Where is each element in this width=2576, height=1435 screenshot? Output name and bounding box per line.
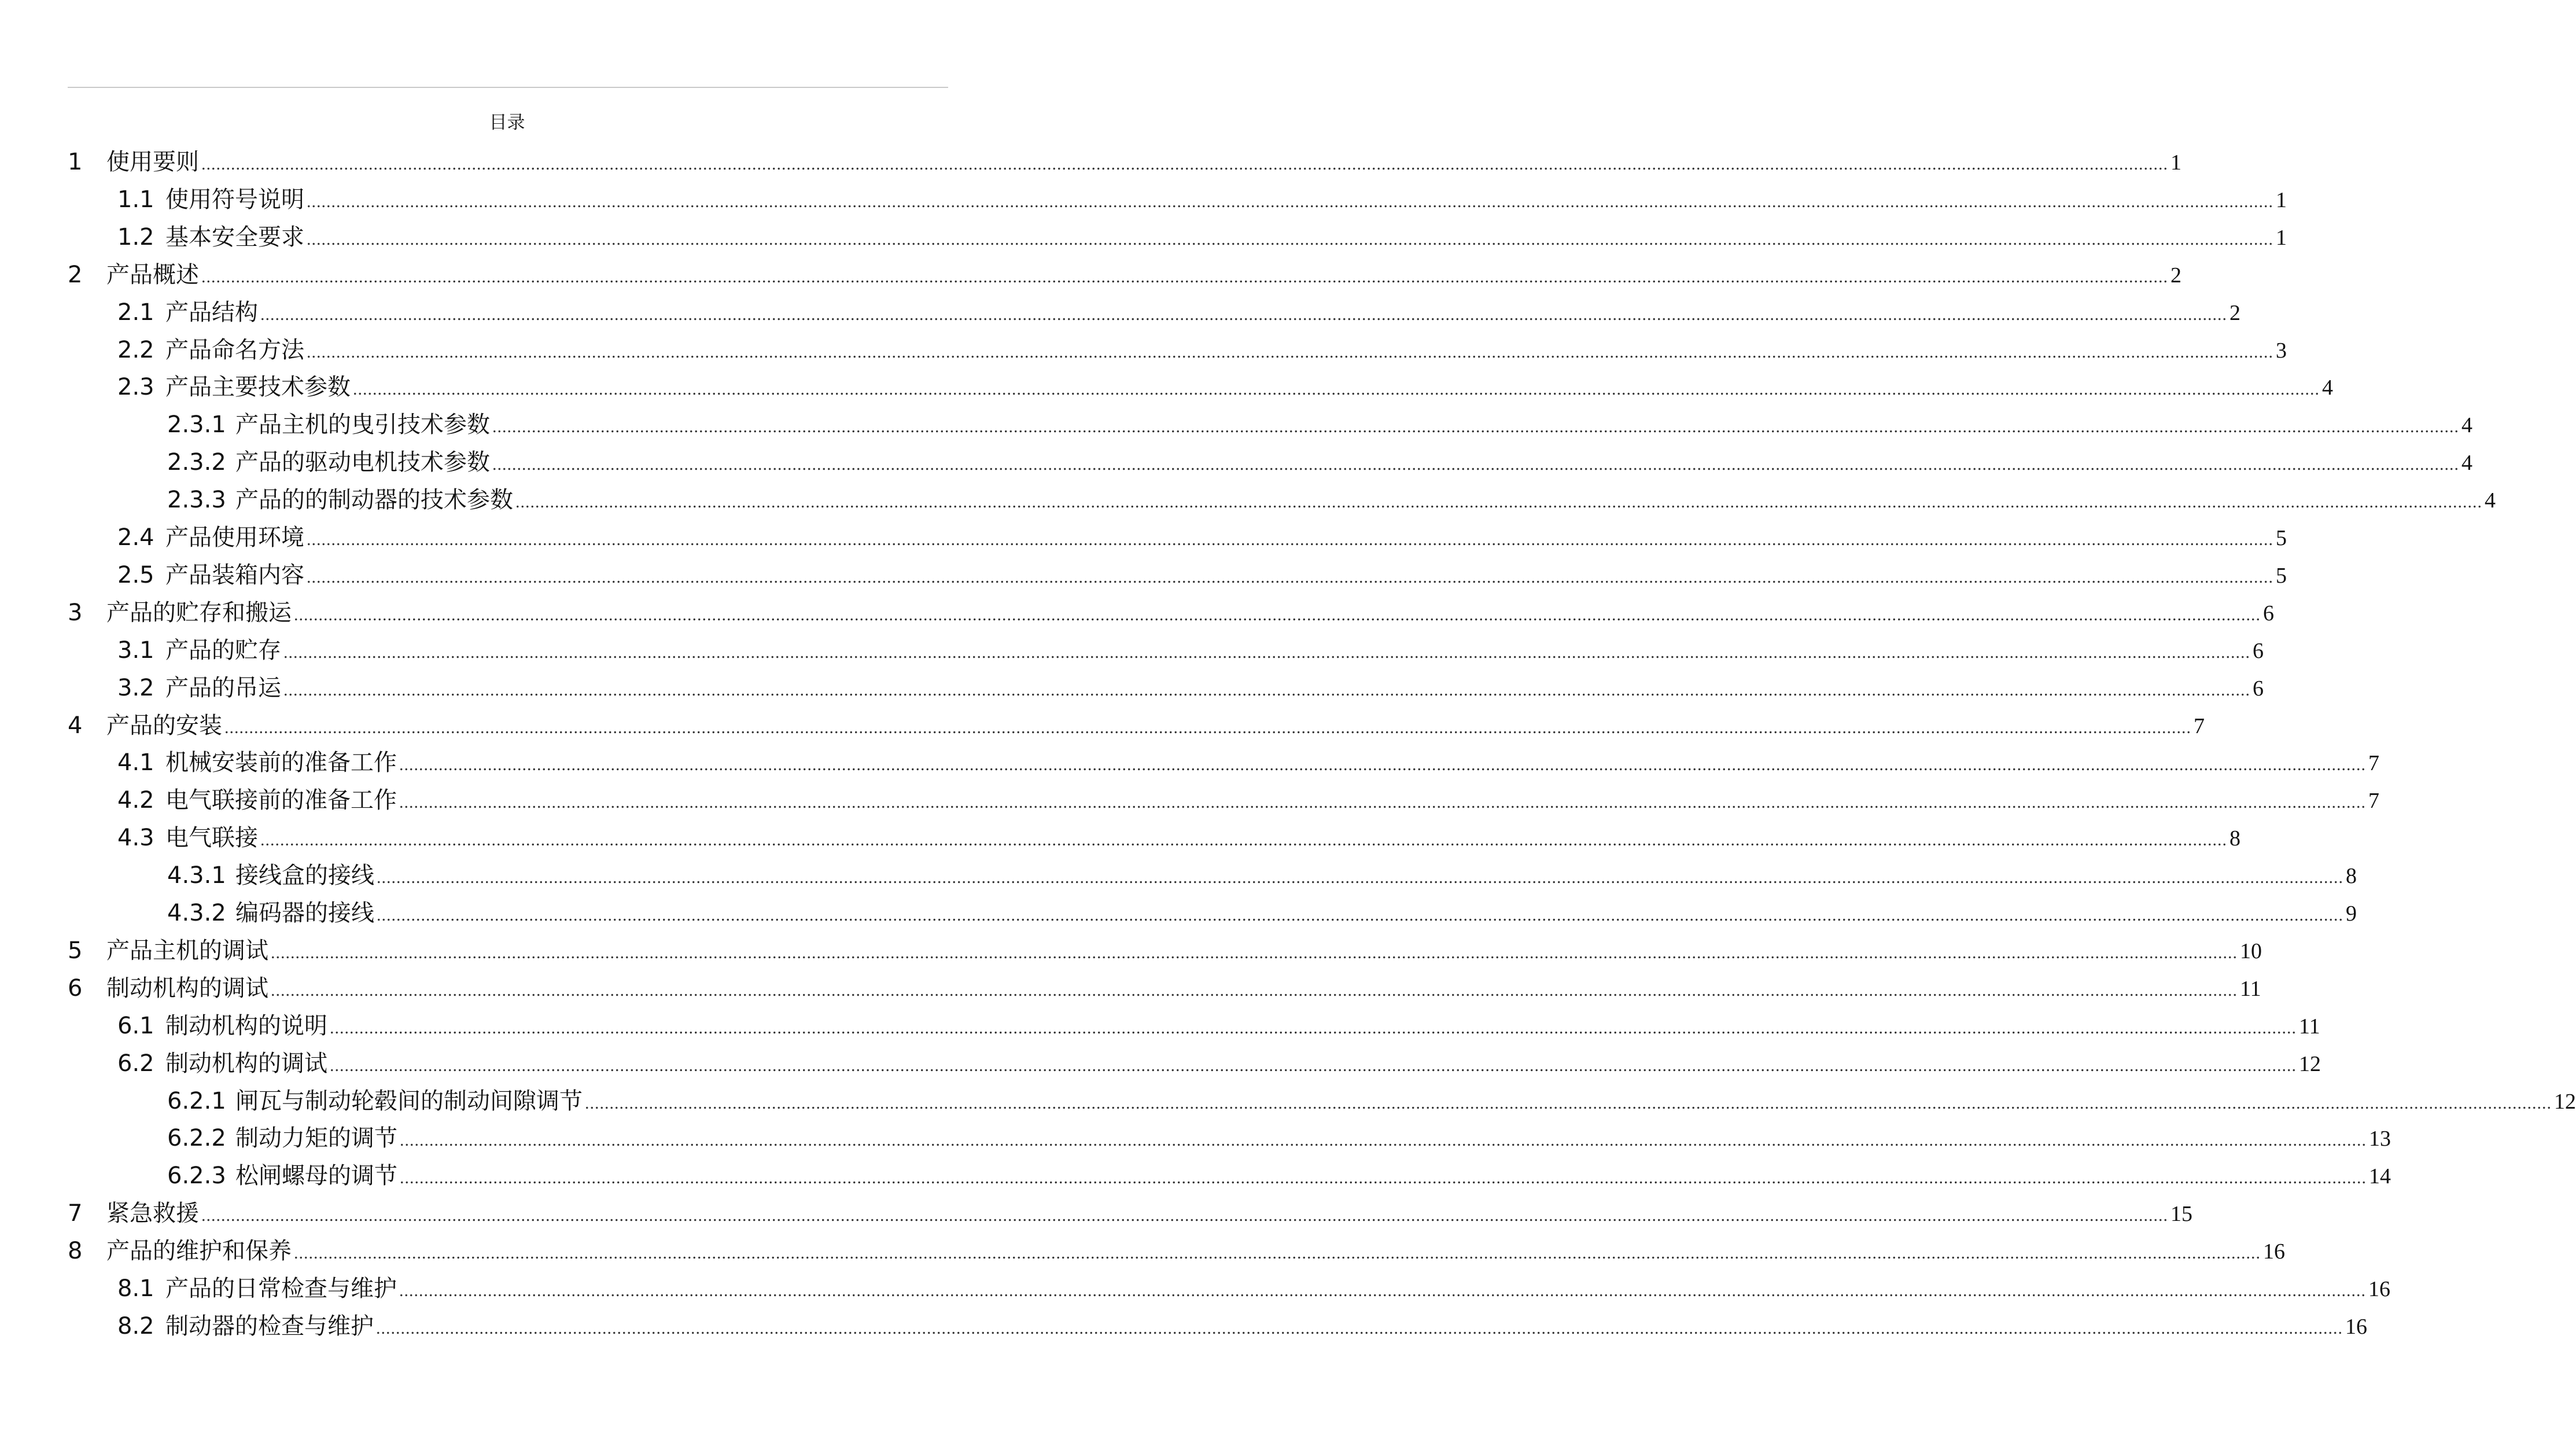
toc-entry-number: 3.2 [117, 675, 154, 701]
toc-entry-number: 1.1 [117, 186, 154, 213]
toc-entry-number: 5 [68, 937, 83, 964]
toc-entry-number: 2.3.3 [167, 487, 226, 513]
dot-leader: ................................................................................................................................................................................................................................................................................................................................................................................................................ [283, 643, 2250, 662]
toc-entry-title: 产品装箱内容 [165, 562, 304, 588]
dot-leader: ................................................................................................................................................................................................................................................................................................................................................................................................................ [271, 981, 2238, 1000]
toc-entry-page: 4 [2322, 376, 2333, 400]
toc-entry-page: 4 [2461, 413, 2472, 437]
toc-entry-number: 1.2 [117, 224, 154, 251]
toc-entry[interactable] [117, 632, 2264, 669]
toc-entry-page: 4 [2461, 451, 2472, 475]
header-rule [68, 87, 948, 88]
toc-entry-title: 使用要则 [106, 149, 199, 175]
toc-entry-title: 机械安装前的准备工作 [165, 749, 397, 776]
dot-leader: ................................................................................................................................................................................................................................................................................................................................................................................................................ [353, 380, 2320, 399]
toc-entry-title: 产品的的制动器的技术参数 [235, 487, 513, 513]
dot-leader: ................................................................................................................................................................................................................................................................................................................................................................................................................ [400, 1168, 2367, 1187]
toc-entry-title: 产品概述 [106, 262, 199, 288]
toc-entry[interactable] [117, 219, 2287, 256]
dot-leader: ................................................................................................................................................................................................................................................................................................................................................................................................................ [399, 793, 2366, 812]
toc-entry-number: 3.1 [117, 637, 154, 664]
toc-entry-page: 8 [2229, 826, 2240, 851]
dot-leader: ................................................................................................................................................................................................................................................................................................................................................................................................................ [307, 192, 2273, 211]
toc-entry-title: 产品的日常检查与维护 [165, 1275, 397, 1302]
toc-entry-page: 1 [2276, 188, 2287, 212]
toc-entry-number: 6 [68, 975, 83, 1002]
toc-entry[interactable] [167, 1157, 2391, 1194]
toc-entry-page: 6 [2263, 601, 2274, 625]
toc-entry-title: 闸瓦与制动轮毂间的制动间隙调节 [235, 1088, 583, 1114]
toc-entry[interactable] [117, 181, 2287, 218]
dot-leader: ................................................................................................................................................................................................................................................................................................................................................................................................................ [330, 1018, 2297, 1037]
toc-entry-title: 产品的吊运 [165, 675, 281, 701]
dot-leader: ................................................................................................................................................................................................................................................................................................................................................................................................................ [399, 1281, 2366, 1300]
toc-entry[interactable] [117, 1007, 2320, 1044]
toc-entry-number: 2 [68, 262, 83, 288]
toc-entry[interactable] [117, 369, 2333, 406]
dot-leader: ................................................................................................................................................................................................................................................................................................................................................................................................................ [307, 568, 2273, 587]
toc-entry-title: 制动器的检查与维护 [165, 1313, 374, 1340]
dot-leader: ................................................................................................................................................................................................................................................................................................................................................................................................................ [330, 1056, 2297, 1075]
toc-entry-title: 产品的维护和保养 [106, 1238, 292, 1264]
dot-leader: ................................................................................................................................................................................................................................................................................................................................................................................................................ [492, 417, 2459, 436]
toc-entry-number: 6.2.2 [167, 1125, 226, 1151]
dot-leader: ................................................................................................................................................................................................................................................................................................................................................................................................................ [515, 492, 2482, 512]
toc-entry-page: 5 [2276, 564, 2287, 588]
dot-leader: ................................................................................................................................................................................................................................................................................................................................................................................................................ [307, 343, 2273, 362]
toc-entry-number: 8.1 [117, 1275, 154, 1302]
toc-entry-page: 14 [2369, 1164, 2391, 1189]
dot-leader: ................................................................................................................................................................................................................................................................................................................................................................................................................ [201, 1206, 2168, 1225]
toc-entry[interactable] [167, 1083, 2576, 1120]
toc-entry[interactable] [68, 256, 2181, 293]
toc-entry-title: 松闸螺母的调节 [235, 1162, 397, 1189]
dot-leader: ................................................................................................................................................................................................................................................................................................................................................................................................................ [201, 267, 2168, 286]
toc-entry-page: 1 [2276, 226, 2287, 250]
dot-leader: ................................................................................................................................................................................................................................................................................................................................................................................................................ [201, 154, 2168, 174]
toc-entry-page: 10 [2240, 939, 2262, 963]
toc-entry[interactable] [117, 1270, 2390, 1307]
toc-entry-page: 2 [2170, 263, 2181, 288]
toc-entry-number: 6.2 [117, 1050, 154, 1077]
toc-entry[interactable] [117, 669, 2264, 707]
dot-leader: ................................................................................................................................................................................................................................................................................................................................................................................................................ [399, 755, 2366, 774]
toc-entry-page: 4 [2485, 488, 2496, 513]
toc-entry-page: 5 [2276, 526, 2287, 550]
toc-entry-number: 4.3.1 [167, 862, 226, 889]
toc-entry[interactable] [167, 895, 2357, 932]
dot-leader: ................................................................................................................................................................................................................................................................................................................................................................................................................ [377, 868, 2343, 887]
toc-entry[interactable] [117, 519, 2287, 556]
toc-entry-title: 电气联接前的准备工作 [165, 787, 397, 814]
toc-entry-title: 编码器的接线 [235, 900, 374, 926]
toc-entry-number: 2.4 [117, 524, 154, 551]
toc-entry-page: 16 [2368, 1277, 2390, 1301]
toc-entry-number: 6.2.3 [167, 1162, 226, 1189]
toc-entry-number: 6.1 [117, 1013, 154, 1039]
toc-entry-title: 制动机构的调试 [165, 1050, 327, 1077]
toc-entry[interactable] [68, 932, 2262, 969]
toc-title: 目录 [489, 112, 525, 133]
dot-leader: ................................................................................................................................................................................................................................................................................................................................................................................................................ [307, 530, 2273, 549]
toc-entry[interactable] [167, 857, 2357, 894]
toc-entry-title: 产品主机的调试 [106, 937, 268, 964]
toc-entry[interactable] [117, 744, 2379, 781]
toc-entry-number: 2.1 [117, 299, 154, 326]
dot-leader: ................................................................................................................................................................................................................................................................................................................................................................................................................ [376, 1319, 2343, 1338]
dot-leader: ................................................................................................................................................................................................................................................................................................................................................................................................................ [492, 455, 2459, 474]
toc-entry-page: 6 [2253, 639, 2264, 663]
toc-entry[interactable] [117, 294, 2240, 331]
toc-entry-number: 4 [68, 712, 83, 739]
toc-entry-number: 1 [68, 149, 83, 175]
toc-entry-title: 基本安全要求 [165, 224, 304, 251]
toc-entry-number: 2.3.2 [167, 449, 226, 476]
toc-entry-page: 12 [2554, 1090, 2576, 1114]
toc-entry[interactable] [68, 1195, 2192, 1232]
toc-entry-title: 接线盒的接线 [235, 862, 374, 889]
toc-entry[interactable] [117, 1308, 2367, 1345]
toc-entry-title: 使用符号说明 [165, 186, 304, 213]
toc-entry-page: 1 [2170, 150, 2181, 175]
toc-entry-title: 制动机构的说明 [165, 1013, 327, 1039]
dot-leader: ................................................................................................................................................................................................................................................................................................................................................................................................................ [307, 230, 2273, 249]
toc-entry-page: 7 [2194, 714, 2205, 738]
toc-entry-title: 产品结构 [165, 299, 258, 326]
toc-entry[interactable] [68, 594, 2274, 631]
toc-entry[interactable] [117, 557, 2287, 594]
dot-leader: ................................................................................................................................................................................................................................................................................................................................................................................................................ [260, 305, 2227, 324]
toc-entry-number: 8.2 [117, 1313, 154, 1340]
dot-leader: ................................................................................................................................................................................................................................................................................................................................................................................................................ [271, 943, 2238, 962]
dot-leader: ................................................................................................................................................................................................................................................................................................................................................................................................................ [294, 605, 2261, 624]
toc-entry-title: 产品主机的曳引技术参数 [235, 411, 490, 438]
toc-entry-title: 产品命名方法 [165, 337, 304, 363]
toc-entry[interactable] [68, 1232, 2285, 1270]
toc-entry[interactable] [117, 332, 2287, 369]
dot-leader: ................................................................................................................................................................................................................................................................................................................................................................................................................ [260, 830, 2227, 849]
toc-entry-page: 3 [2276, 338, 2287, 363]
toc-entry-page: 16 [2263, 1239, 2285, 1264]
toc-entry-page: 16 [2345, 1315, 2367, 1339]
toc-entry-page: 11 [2240, 977, 2261, 1001]
toc-entry[interactable] [167, 406, 2472, 443]
toc-entry-page: 13 [2369, 1127, 2391, 1151]
toc-entry-number: 2.3 [117, 374, 154, 400]
toc-entry-page: 6 [2253, 676, 2264, 701]
dot-leader: ................................................................................................................................................................................................................................................................................................................................................................................................................ [400, 1131, 2367, 1150]
toc-entry-number: 7 [68, 1200, 83, 1227]
toc-entry-page: 15 [2170, 1202, 2192, 1226]
dot-leader: ................................................................................................................................................................................................................................................................................................................................................................................................................ [294, 1243, 2261, 1263]
toc-entry-number: 4.1 [117, 749, 154, 776]
toc-entry-number: 4.3.2 [167, 900, 226, 926]
toc-entry-title: 紧急救援 [106, 1200, 199, 1227]
toc-entry-title: 产品的驱动电机技术参数 [235, 449, 490, 476]
toc-entry-number: 2.2 [117, 337, 154, 363]
toc-entry[interactable] [167, 1120, 2391, 1157]
toc-entry[interactable] [68, 144, 2181, 181]
toc-entry-title: 制动机构的调试 [106, 975, 268, 1002]
toc-entry-number: 8 [68, 1238, 83, 1264]
toc-entry-number: 6.2.1 [167, 1088, 226, 1114]
toc-entry-title: 制动力矩的调节 [235, 1125, 397, 1151]
dot-leader: ................................................................................................................................................................................................................................................................................................................................................................................................................ [283, 680, 2250, 700]
dot-leader: ................................................................................................................................................................................................................................................................................................................................................................................................................ [224, 718, 2191, 737]
dot-leader: ................................................................................................................................................................................................................................................................................................................................................................................................................ [377, 906, 2343, 925]
toc-entry-number: 4.3 [117, 825, 154, 851]
toc-entry-page: 7 [2368, 751, 2379, 775]
toc-entry-number: 2.5 [117, 562, 154, 588]
dot-leader: ................................................................................................................................................................................................................................................................................................................................................................................................................ [585, 1094, 2552, 1113]
toc-entry[interactable] [117, 1045, 2321, 1082]
toc-entry[interactable] [68, 707, 2205, 744]
toc-entry-number: 2.3.1 [167, 411, 226, 438]
toc-entry-page: 8 [2346, 864, 2357, 888]
toc-entry[interactable] [68, 970, 2261, 1007]
toc-entry-title: 产品的贮存和搬运 [106, 599, 292, 626]
toc-entry-title: 产品的贮存 [165, 637, 281, 664]
toc-entry-title: 产品的安装 [106, 712, 222, 739]
toc-entry-page: 11 [2299, 1014, 2320, 1039]
toc-entry[interactable] [167, 481, 2496, 518]
toc-entry-page: 2 [2229, 301, 2240, 325]
toc-entry-page: 12 [2299, 1052, 2321, 1076]
toc-entry-number: 4.2 [117, 787, 154, 814]
toc-entry-title: 产品主要技术参数 [165, 374, 351, 400]
toc-entry[interactable] [117, 782, 2379, 819]
toc-entry-page: 7 [2368, 789, 2379, 813]
toc-entry-page: 9 [2346, 902, 2357, 926]
toc-entry-number: 3 [68, 599, 83, 626]
toc-entry-title: 电气联接 [165, 825, 258, 851]
toc-entry[interactable] [167, 444, 2472, 481]
toc-entry-title: 产品使用环境 [165, 524, 304, 551]
toc-entry[interactable] [117, 819, 2240, 856]
